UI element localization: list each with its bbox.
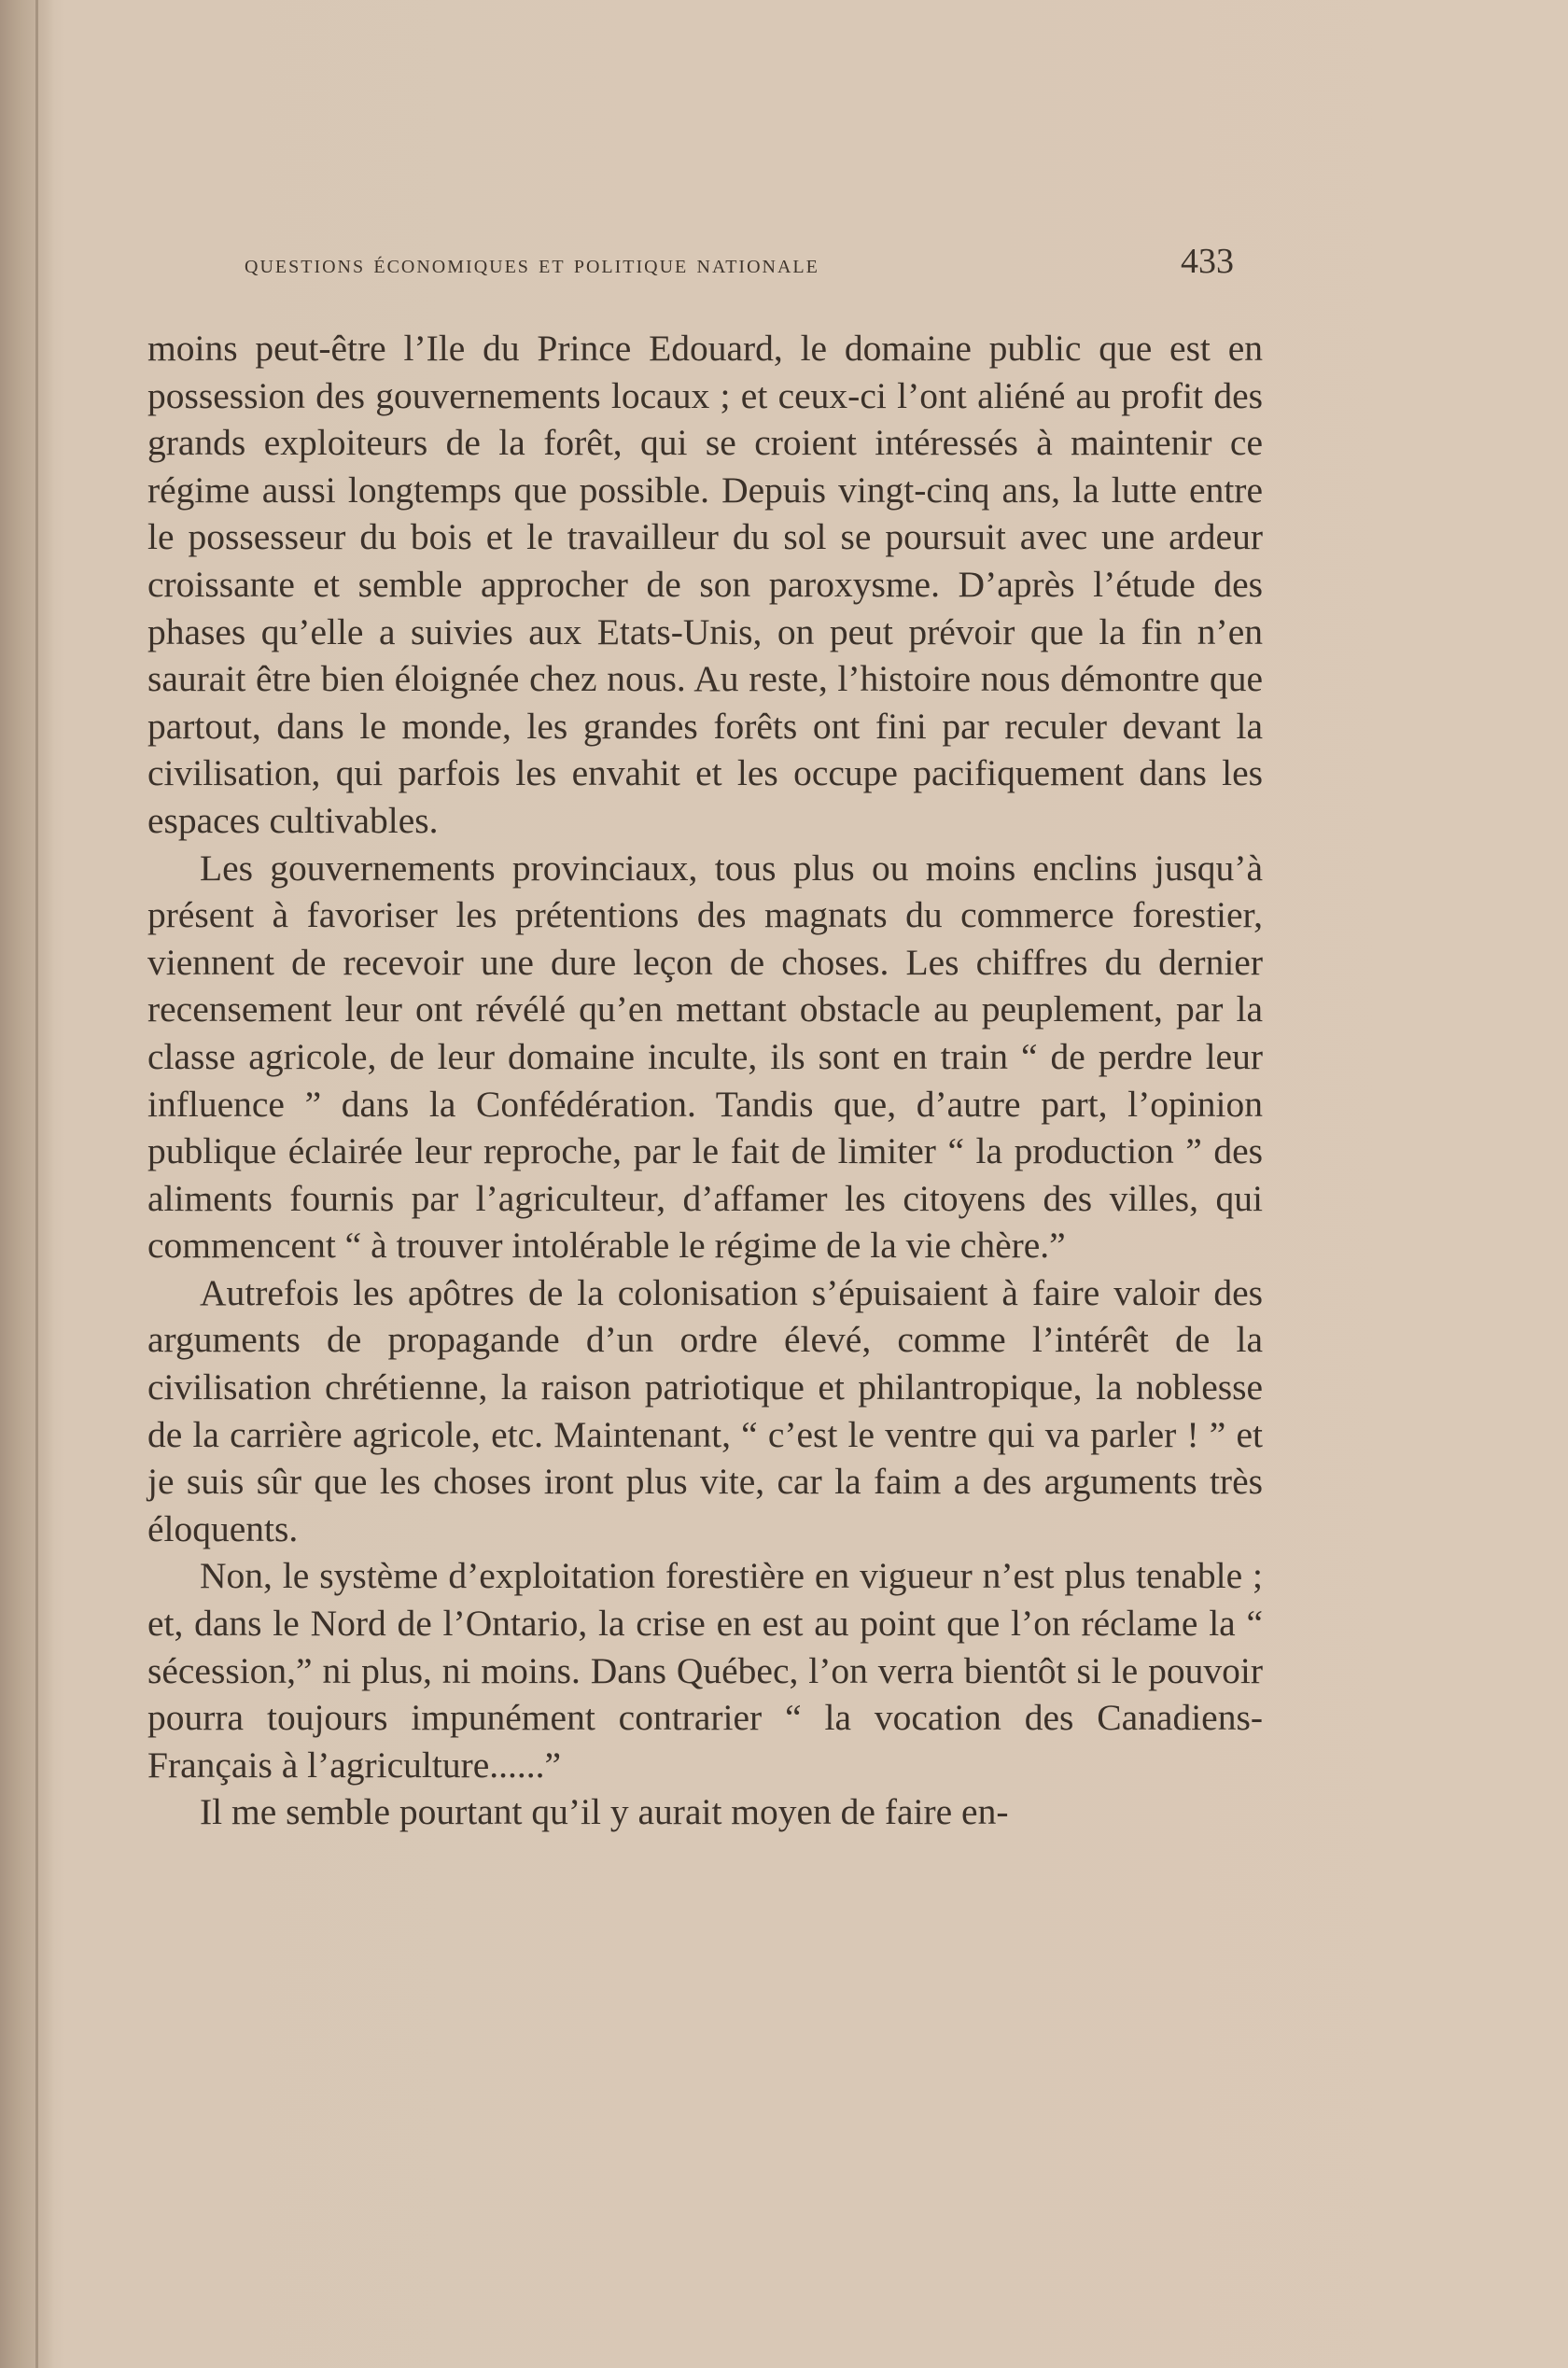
body-text (147, 325, 1263, 1836)
book-spine-shadow (0, 0, 54, 2368)
binding-edge (35, 0, 38, 2368)
paragraph-1: moins peut-être l’Ile du Prince Edouard, le domaine public que est en possession des gouvernements locaux ; et ceux-ci l’ont aliéné au profit des grands exploiteurs de la forêt, qui se croient intéressés à maintenir ce régime aussi longtemps que possible. Depuis vingt-cinq ans, la lutte entre le possesseur du bois et le travailleur du sol se poursuit avec une ardeur croissante et semble approcher de son paroxysme. D’après l’étude des phases qu’elle a suivies aux Etats-Unis, on peut prévoir que la fin n’en saurait être bien éloignée chez nous. Au reste, l’histoire nous démontre que partout, dans le monde, les grandes forêts ont fini par reculer devant la civilisation, qui parfois les envahit et les occupe pacifiquement dans les espaces cultivables. (147, 328, 1263, 841)
paragraph-2: Les gouvernements provinciaux, tous plus ou moins enclins jusqu’à présent à favoriser les prétentions des magnats du commerce forestier, viennent de recevoir une dure leçon de choses. Les chiffres du dernier recensement leur ont révélé qu’en mettant obstacle au peuplement, par la classe agricole, de leur domaine inculte, ils sont en train “ de perdre leur influence ” dans la Confédération. Tandis que, d’autre part, l’opinion publique éclairée leur reproche, par le fait de limiter “ la production ” des aliments fournis par l’agriculteur, d’affamer les citoyens des villes, qui commencent “ à trouver intolérable le régime de la vie chère.” (147, 847, 1263, 1267)
running-head: questions économiques et politique nationale (245, 249, 819, 279)
paragraph-4: Non, le système d’exploitation forestière en vigueur n’est plus tenable ; et, dans le Nord de l’Ontario, la crise en est au point que l’on réclame la “ sécession,” ni plus, ni moins. Dans Québec, l’on verra bientôt si le pouvoir pourra toujours impunément contrarier “ la vocation des Canadiens-Français à l’agriculture......” (147, 1555, 1263, 1786)
paragraph-3: Autrefois les apôtres de la colonisation s’épuisaient à faire valoir des arguments de propagande d’un ordre élevé, comme l’intérêt de la civilisation chrétienne, la raison patriotique et philantropique, la noblesse de la carrière agricole, etc. Maintenant, “ c’est le ventre qui va parler ! ” et je suis sûr que les choses iront plus vite, car la faim a des arguments très éloquents. (147, 1271, 1263, 1549)
page-number: 433 (1181, 242, 1234, 281)
page-header (245, 241, 1234, 287)
paragraph-5: Il me semble pourtant qu’il y aurait moyen de faire en- (200, 1791, 1009, 1833)
